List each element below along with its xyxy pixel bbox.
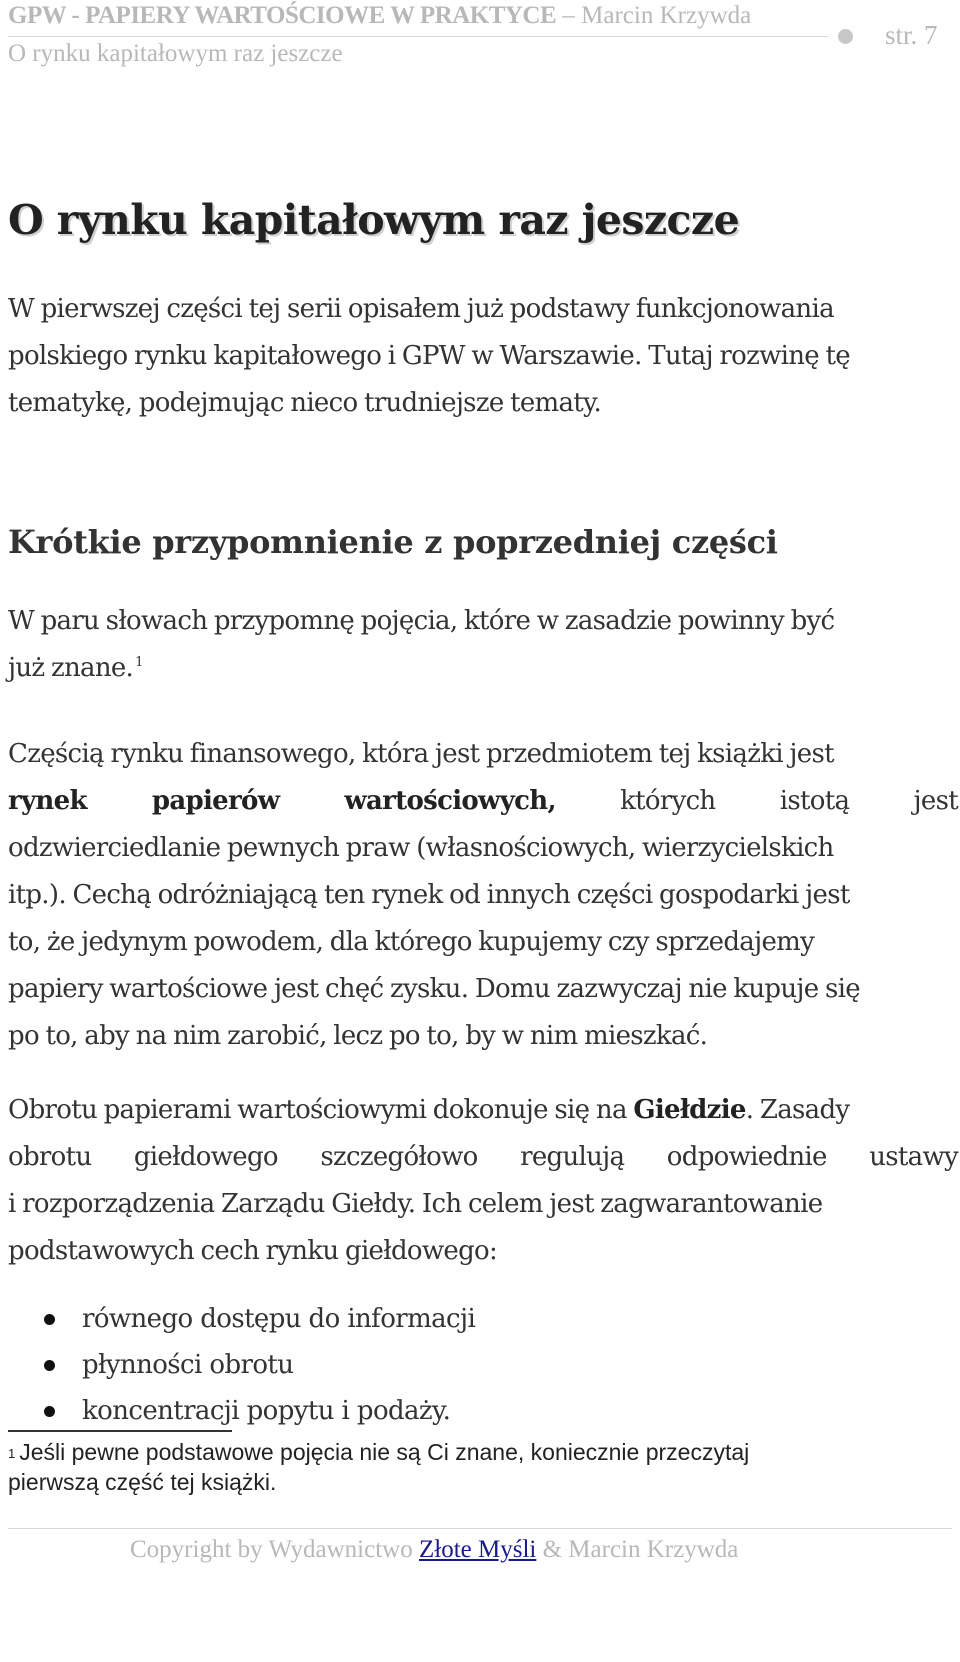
bold-term: rynek papierów wartościowych, (8, 786, 556, 816)
publisher-link[interactable]: Złote Myśli (418, 1536, 537, 1563)
header-bullet-icon (838, 29, 853, 44)
list-item-text: płynności obrotu (82, 1350, 294, 1380)
text-line: i rozporządzenia Zarządu Giełdy. Ich celem jest zagwarantowanie (8, 1189, 823, 1219)
text-line (8, 778, 958, 825)
text-line: podstawowych cech rynku giełdowego: (8, 1236, 498, 1266)
running-header-title (8, 2, 751, 30)
footer-rule (8, 1528, 952, 1529)
footnote-line: pierwszą część tej książki. (8, 1469, 277, 1495)
bold-term: Giełdzie (633, 1095, 746, 1125)
feature-list (0, 1296, 475, 1434)
text-line: itp.). Cechą odróżniającą ten rynek od innych części gospodarki jest (8, 880, 850, 910)
bullet-icon (44, 1360, 55, 1371)
text-fragment: . Zasady (745, 1095, 850, 1125)
text-line: W pierwszej części tej serii opisałem już podstawy funkcjonowania (8, 294, 834, 324)
page-title: O rynku kapitałowym raz jeszcze (8, 196, 740, 244)
header-rule (8, 36, 828, 37)
text-line: polskiego rynku kapitałowego i GPW w Warszawie. Tutaj rozwinę tę (8, 341, 850, 371)
list-item (0, 1296, 475, 1342)
text-line: W paru słowach przypomnę pojęcia, które w zasadzie powinny być (8, 606, 835, 636)
footer-suffix: & Marcin Krzywda (542, 1536, 739, 1563)
exchange-paragraph (8, 1087, 958, 1275)
footnote-reference[interactable]: 1 (135, 655, 143, 670)
copyright-text: Copyright by Wydawnictwo (130, 1536, 413, 1563)
text-line: to, że jedynym powodem, dla którego kupujemy czy sprzedajemy (8, 927, 815, 957)
header-chapter: O rynku kapitałowym raz jeszcze (8, 40, 343, 67)
text-fragment: których istotą jest (620, 786, 958, 816)
footnote-line (8, 1437, 948, 1467)
text-fragment: już znane. (8, 653, 134, 683)
reminder-paragraph (8, 598, 958, 692)
header-author: Marcin Krzywda (581, 2, 752, 29)
list-item-text: równego dostępu do informacji (82, 1304, 476, 1334)
text-line: po to, aby na nim zarobić, lecz po to, by w nim mieszkać. (8, 1021, 708, 1051)
footnote-text: Jeśli pewne podstawowe pojęcia nie są Ci znane, koniecznie przeczytaj (19, 1439, 750, 1465)
footnote-number: 1 (8, 1446, 16, 1461)
text-line: odzwierciedlanie pewnych praw (własnościowych, wierzycielskich (8, 833, 834, 863)
footnote (8, 1437, 948, 1497)
page-number: str. 7 (885, 20, 938, 50)
list-item-text: koncentracji popytu i podaży. (82, 1396, 451, 1426)
header-dash: – (562, 2, 575, 29)
text-line (8, 1087, 958, 1134)
footnote-rule (8, 1430, 232, 1432)
text-line: Częścią rynku finansowego, która jest przedmiotem tej książki jest (8, 739, 834, 769)
footer (130, 1536, 738, 1564)
text-line: obrotu giełdowego szczegółowo regulują odpowiednie ustawy (8, 1142, 958, 1172)
text-line: tematykę, podejmując nieco trudniejsze tematy. (8, 388, 602, 418)
text-line (8, 645, 958, 692)
text-line: papiery wartościowe jest chęć zysku. Domu zazwyczaj nie kupuje się (8, 974, 860, 1004)
intro-paragraph (8, 286, 958, 427)
list-item (0, 1342, 475, 1388)
section-title: Krótkie przypomnienie z poprzedniej części (8, 523, 778, 561)
market-paragraph (8, 731, 958, 1060)
bullet-icon (44, 1406, 55, 1417)
list-item (0, 1388, 475, 1434)
book-title: GPW - PAPIERY WARTOŚCIOWE W PRAKTYCE (8, 2, 557, 29)
bullet-icon (44, 1314, 55, 1325)
text-fragment: Obrotu papierami wartościowymi dokonuje się na (8, 1095, 627, 1125)
